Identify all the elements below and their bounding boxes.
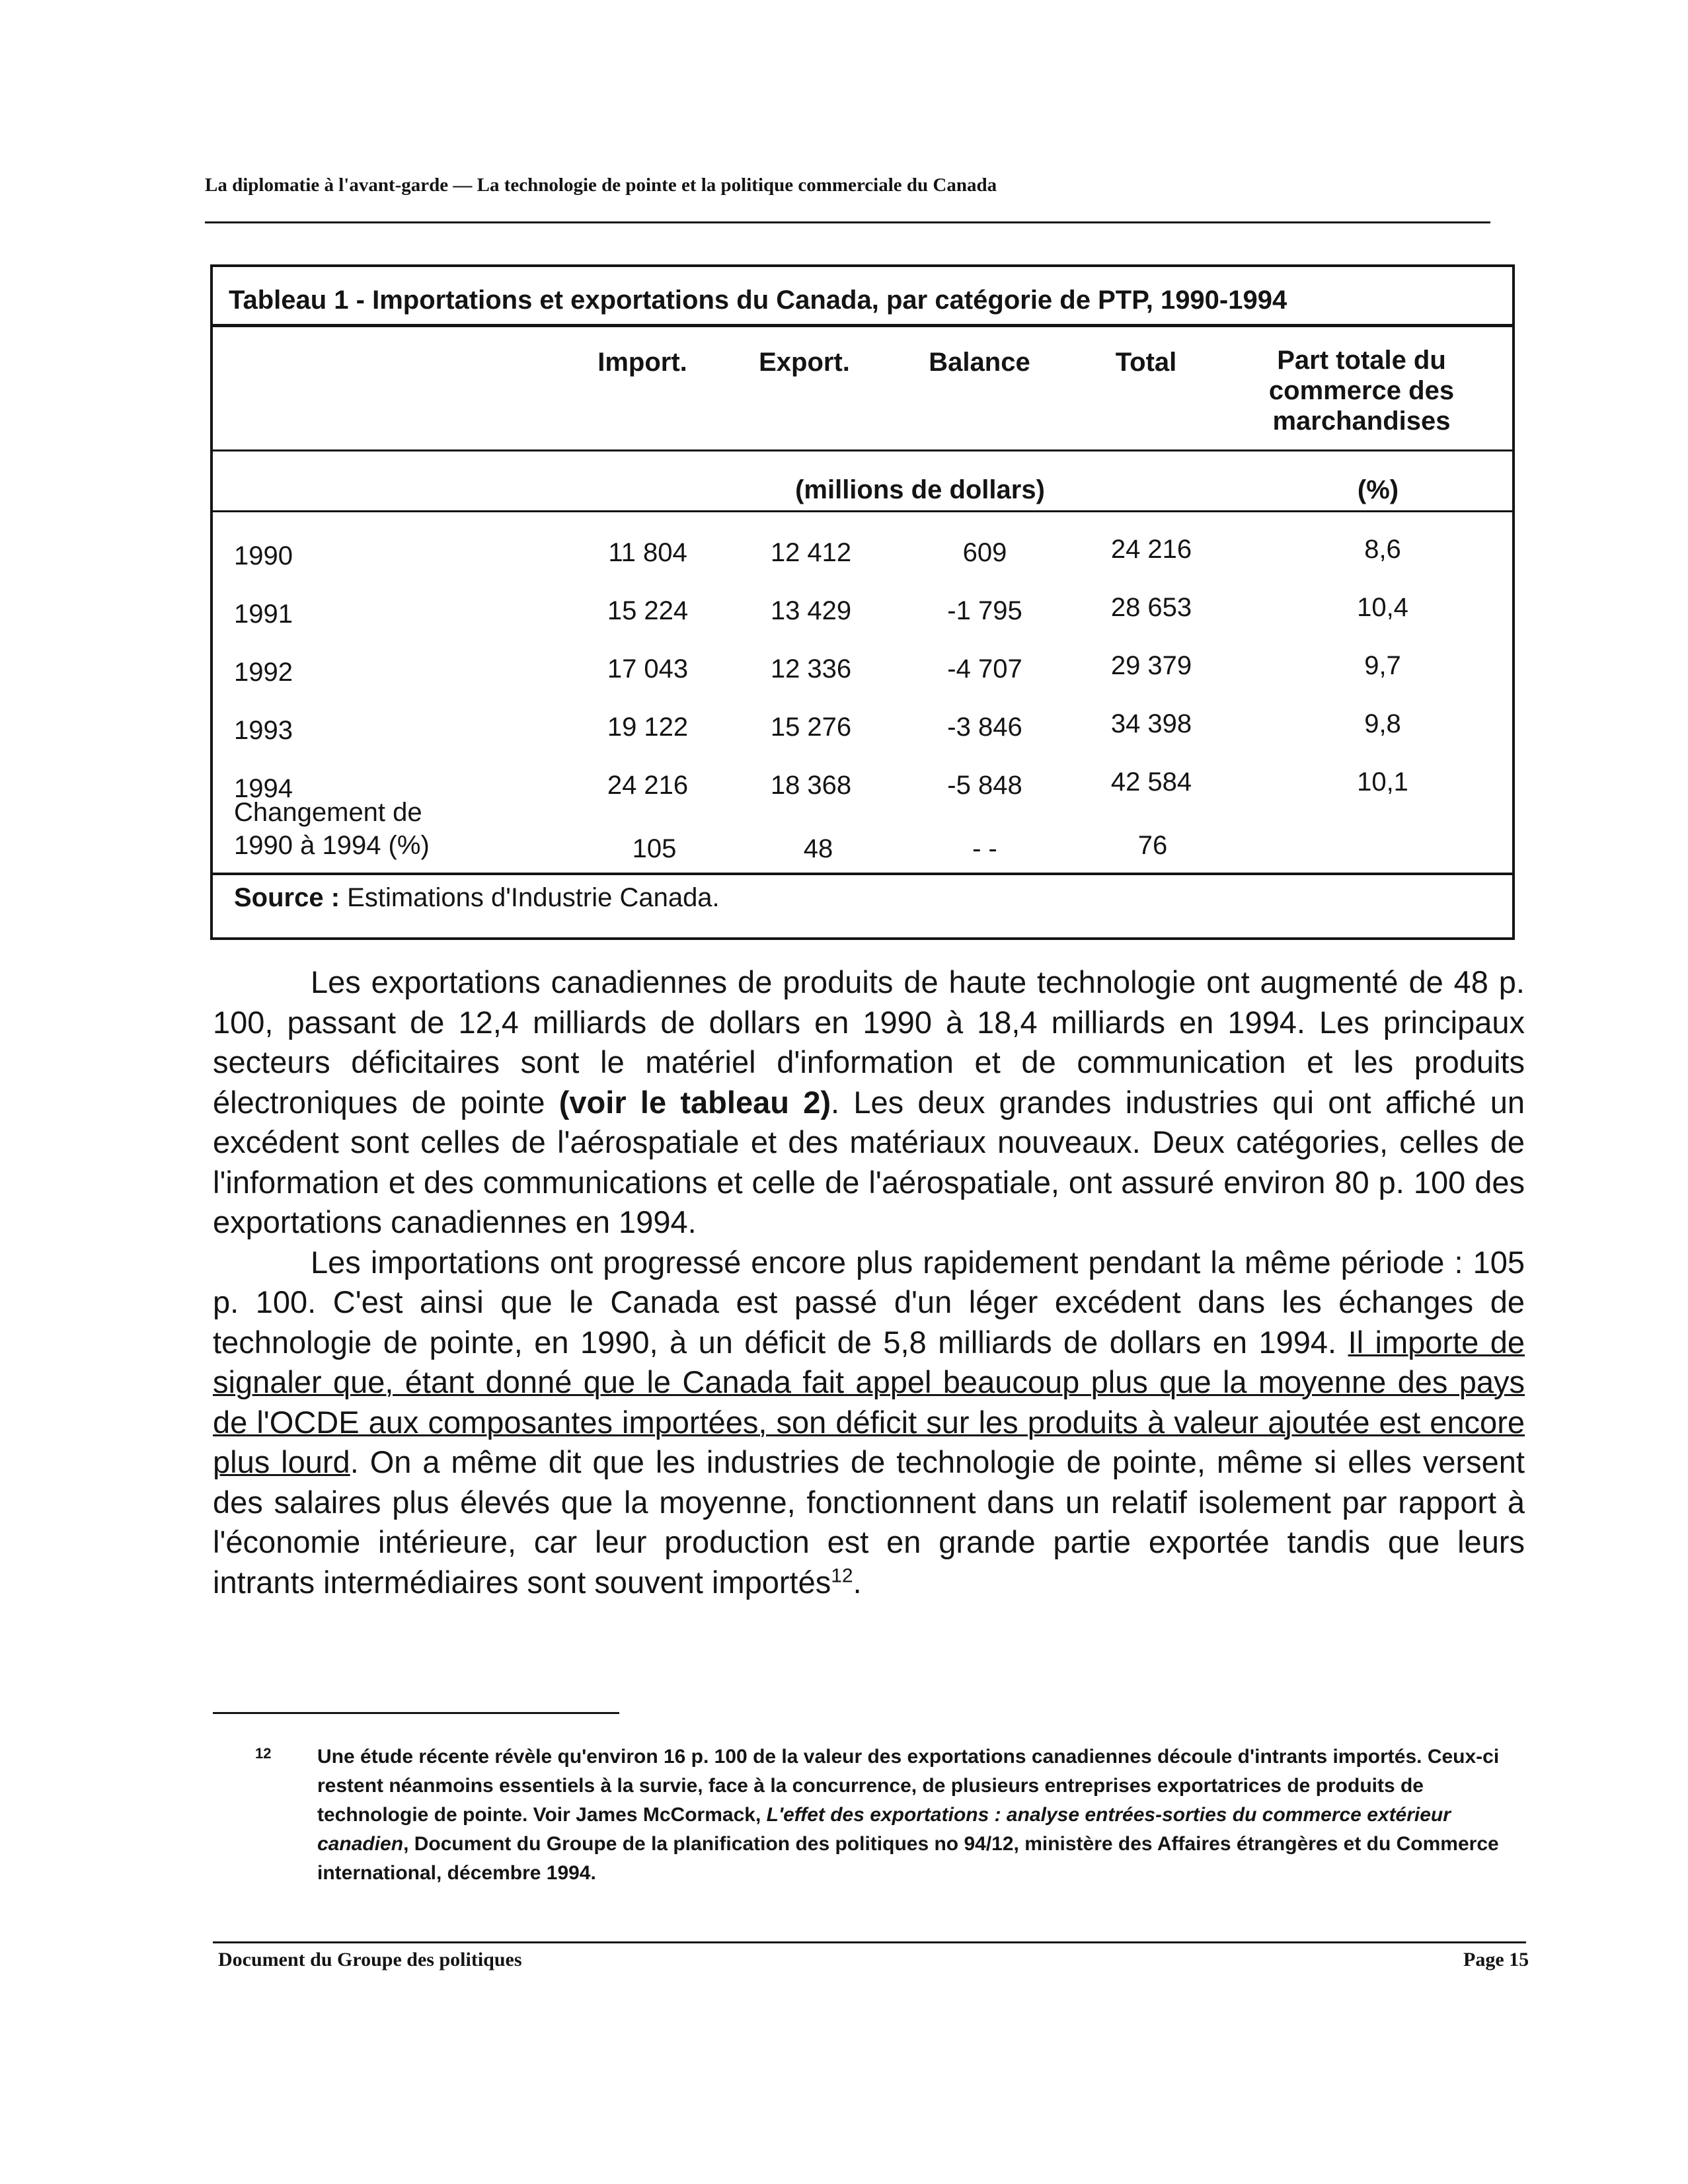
cell-import: 24 216 [607,771,689,800]
change-label [234,796,430,862]
footnote-text-start: Une étude récente révèle qu'environ 16 p. 100 de la valeur des exportations canadiennes découle d'intrants importés. Ceux-ci restent néanmoins essentiels à la survie, face à la concurrence, de plusieurs entreprises exportatrices de produits de technologie de pointe. Voir James McCormack, [317,1746,1500,1826]
table-reference: (voir le tableau 2) [558,1084,831,1120]
cell-year: 1992 [234,658,293,687]
cell-balance: -5 848 [947,771,1022,800]
cell-year: 1993 [234,716,293,745]
footnote-text-end: , Document du Groupe de la planification des politiques no 94/12, ministère des Affaires étrangères et du Commerce international, décembre 1994. [317,1833,1499,1884]
col-header-import: Import. [597,348,687,377]
cell-year: 1994 [234,774,293,803]
cell-share: 10,4 [1357,593,1408,622]
underlined-passage: Il importe de signaler que, étant donné que le Canada fait appel beaucoup plus que la moyenne des pays de l'OCDE aux composantes importées, son déficit sur les produits à valeur ajoutée est encore plus lourd [213,1324,1525,1479]
cell-import-change: 105 [632,834,677,863]
footnote-text [317,1742,1517,1888]
page-number: Page 15 [1463,1949,1529,1970]
footnote-reference[interactable]: 12 [831,1564,853,1586]
cell-share: 9,7 [1364,651,1401,680]
table-rule-header [213,449,1512,451]
change-label-line1: Changement de [234,798,422,827]
paragraph-2-final: . [853,1564,862,1600]
cell-year: 1990 [234,541,293,570]
cell-export: 12 412 [770,538,852,567]
cell-total: 28 653 [1110,593,1192,622]
paragraph-2 [213,1243,1525,1603]
cell-export: 13 429 [770,596,852,625]
col-header-balance: Balance [929,348,1030,377]
cell-total: 29 379 [1110,651,1192,680]
running-header: La diplomatie à l'avant-garde — La technologie de pointe et la politique commerciale du Canada [205,175,997,196]
cell-import: 11 804 [608,538,687,567]
cell-export: 12 336 [770,654,852,683]
cell-export-change: 48 [803,834,833,863]
paragraph-1-end: . Les deux grandes industries qui ont affiché un excédent sont celles de l'aérospatiale et des matériaux nouveaux. Deux catégories, celles de l'information et des communications et celle de l'aérospatiale, ont assuré environ 80 p. 100 des exportations canadiennes en 1994. [213,1084,1525,1239]
cell-total: 34 398 [1110,709,1192,738]
cell-year: 1991 [234,600,293,629]
cell-total: 42 584 [1110,767,1192,797]
body-text [213,962,1525,1602]
table-rule-title [213,324,1512,327]
units-money: (millions de dollars) [795,475,1045,504]
cell-share: 8,6 [1364,535,1401,564]
col-header-export: Export. [759,348,850,377]
source-label: Source : [234,883,340,912]
cell-share: 9,8 [1364,709,1401,738]
paragraph-2-text: Les importations ont progressé encore plus rapidement pendant la même période : 105 p. 100. C'est ainsi que le Canada est passé d'un léger excédent dans les échanges de technologie de pointe, en 1990, à un déficit de 5,8 milliards de dollars en 1994. [213,1244,1525,1360]
units-percent: (%) [1357,475,1399,504]
paragraph-1 [213,962,1525,1243]
cell-balance: 609 [962,538,1007,567]
paragraph-1-text: Les exportations canadiennes de produits de haute technologie ont augmenté de 48 p. 100, passant de 12,4 milliards de dollars en 1990 à 18,4 milliards en 1994. Les principaux secteurs déficitaires sont le matériel d'information et de communication et les produits électroniques de pointe [213,964,1525,1120]
footnote-citation-title: L'effet des exportations : analyse entrées-sorties du commerce extérieur canadien [317,1804,1451,1855]
footer-document-title: Document du Groupe des politiques [218,1949,522,1970]
cell-total: 24 216 [1110,535,1192,564]
table-source [234,883,720,913]
cell-import: 19 122 [607,713,689,742]
col-header-total: Total [1115,348,1177,377]
footnote-rule [213,1712,619,1714]
col-header-share: Part totale du commerce des marchandises [1268,346,1455,436]
cell-balance: -1 795 [947,596,1022,625]
data-table [210,264,1515,940]
table-title: Tableau 1 - Importations et exportations du Canada, par catégorie de PTP, 1990-1994 [229,286,1287,315]
cell-balance-change: - - [972,834,997,863]
cell-balance: -3 846 [947,713,1022,742]
cell-share: 10,1 [1357,767,1408,797]
cell-export: 15 276 [770,713,852,742]
footnote-number: 12 [255,1745,272,1762]
cell-export: 18 368 [770,771,852,800]
source-text: Estimations d'Industrie Canada. [347,883,720,912]
cell-balance: -4 707 [947,654,1022,683]
footer-rule [213,1941,1526,1943]
change-label-line2: 1990 à 1994 (%) [234,831,430,860]
table-rule-units [213,510,1512,512]
cell-import: 17 043 [607,654,689,683]
table-rule-source [213,873,1512,875]
header-rule [205,221,1490,223]
paragraph-2-end: . On a même dit que les industries de technologie de pointe, même si elles versent des salaires plus élevés que la moyenne, fonctionnent dans un relatif isolement par rapport à l'économie intérieure, car leur production est en grande partie exportée tandis que leurs intrants intermédiaires sont souvent importés [213,1444,1525,1600]
cell-total-change: 76 [1137,831,1168,860]
cell-import: 15 224 [607,596,689,625]
